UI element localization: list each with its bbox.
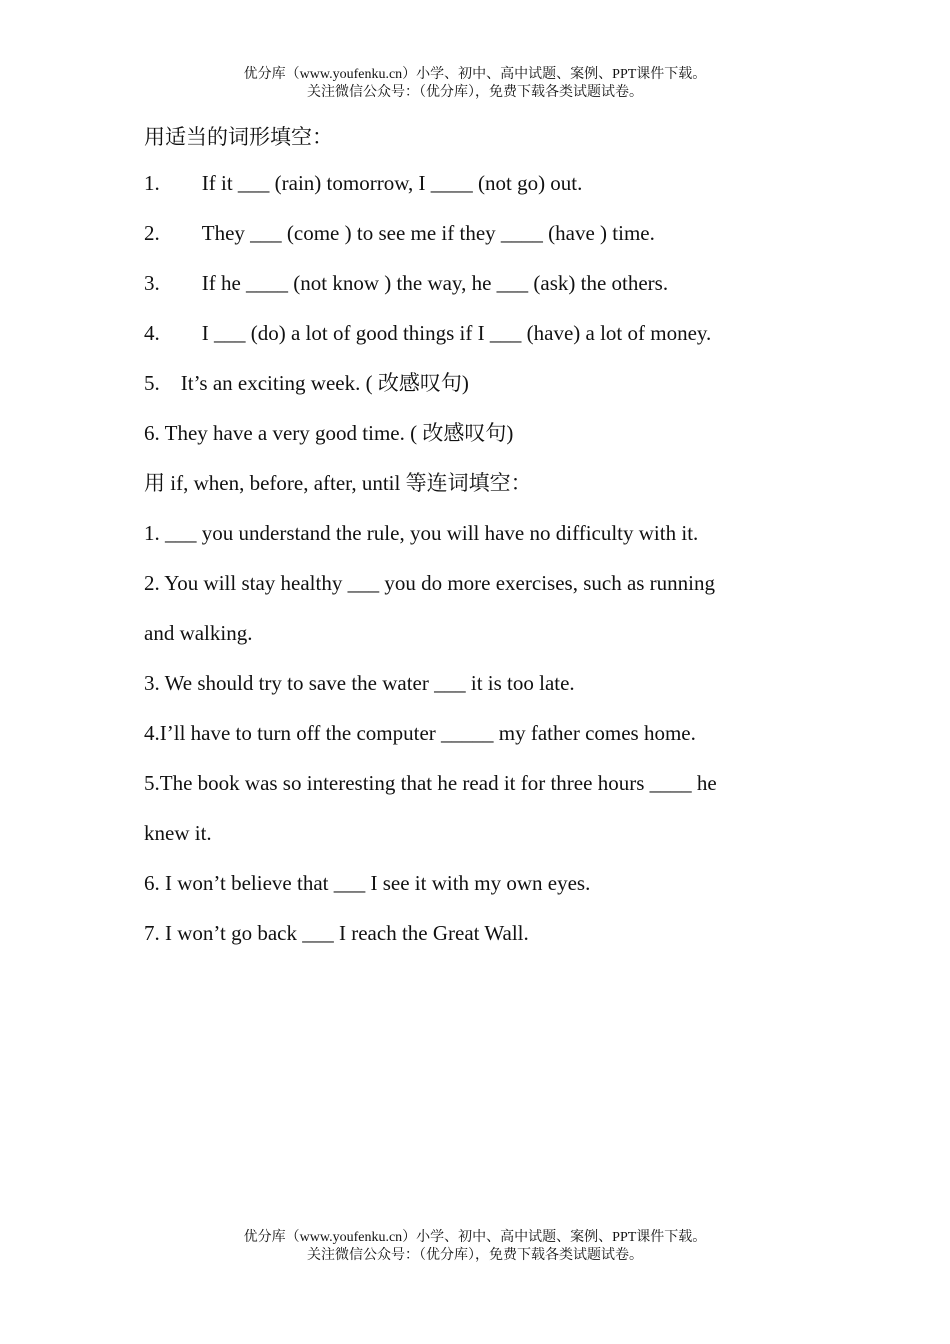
footer-line-1: 优分库（www.youfenku.cn）小学、初中、高中试题、案例、PPT课件下载。	[243, 1230, 707, 1245]
exercise-item: 1. If it ___ (rain) tomorrow, I ____ (not go) out.	[144, 171, 583, 195]
exercise-item-continued: and walking.	[144, 621, 253, 645]
exercise-item: 2. You will stay healthy ___ you do more exercises, such as running	[144, 571, 716, 595]
header-line-2: 关注微信公众号：（优分库），免费下载各类试题试卷。	[307, 85, 643, 100]
page-header	[0, 66, 950, 102]
exercise-item: 4. I ___ (do) a lot of good things if I ___ (have) a lot of money.	[144, 321, 712, 345]
header-line-1: 优分库（www.youfenku.cn）小学、初中、高中试题、案例、PPT课件下载。	[243, 67, 707, 82]
page-footer	[0, 1229, 950, 1265]
exercise-item: 6. I won’t believe that ___ I see it with my own eyes.	[144, 871, 591, 895]
footer-line-2: 关注微信公众号：（优分库），免费下载各类试题试卷。	[307, 1248, 643, 1263]
exercise-item: 5.The book was so interesting that he read it for three hours ____ he	[144, 771, 717, 795]
section-2-title: 用 if, when, before, after, until 等连词填空：	[144, 471, 532, 495]
exercise-item: 3. If he ____ (not know ) the way, he ___ (ask) the others.	[144, 271, 669, 295]
worksheet-body	[144, 116, 814, 958]
exercise-item-continued: knew it.	[144, 821, 212, 845]
exercise-item: 2. They ___ (come ) to see me if they ____ (have ) time.	[144, 221, 655, 245]
exercise-item: 1. ___ you understand the rule, you will have no difficulty with it.	[144, 521, 699, 545]
exercise-item: 6. They have a very good time. ( 改感叹句)	[144, 421, 514, 445]
exercise-item: 7. I won’t go back ___ I reach the Great Wall.	[144, 921, 529, 945]
section-1-title: 用适当的词形填空：	[144, 125, 333, 149]
exercise-item: 5. It’s an exciting week. ( 改感叹句)	[144, 371, 469, 395]
exercise-item: 3. We should try to save the water ___ it is too late.	[144, 671, 575, 695]
exercise-item: 4.I’ll have to turn off the computer _____ my father comes home.	[144, 721, 696, 745]
